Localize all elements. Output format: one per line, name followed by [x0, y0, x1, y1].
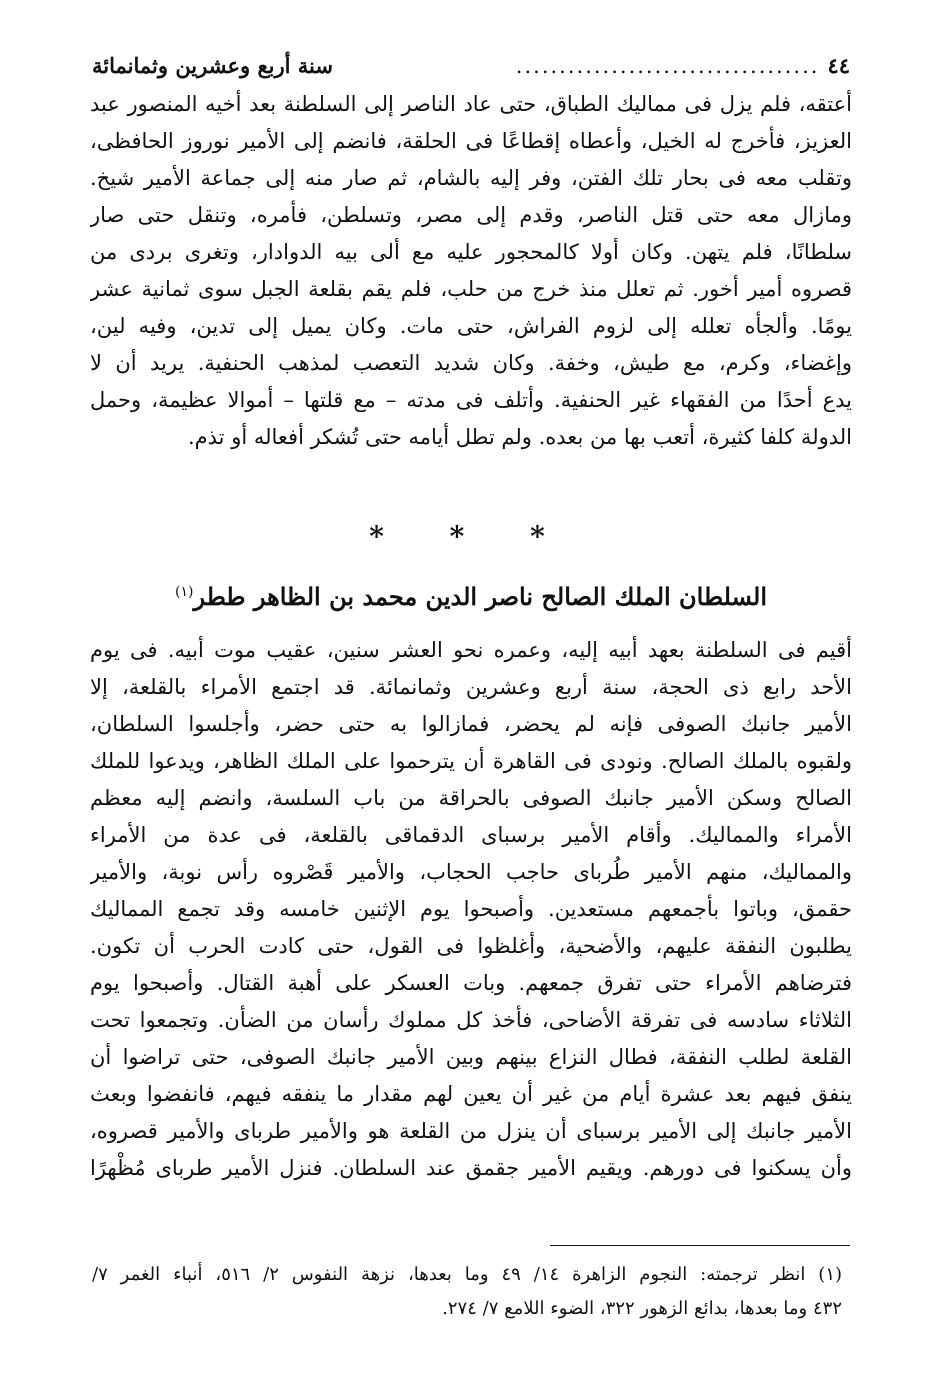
- section-title-text: السلطان الملك الصالح ناصر الدين محمد بن الظاهر ططر: [193, 582, 768, 611]
- text-line: يطلبون النفقة عليهم، والأضحية، وأغلظوا فى القول، حتى كادت الحرب أن تكون.: [90, 934, 852, 958]
- text-line: ينفق فيهم بعد عشرة أيام من غير أن يعين لهم مقدار ما ينفقه فيهم، فانفضوا وبعث: [90, 1082, 852, 1106]
- text-line: سلطانًا، فلم يتهن. وكان أولا كالمحجور عليه مع ألى بيه الدوادار، وتغرى بردى من: [90, 240, 852, 264]
- footnote-line: ٤٣٢ وما بعدها، بدائع الزهور ٣٢٢، الضوء اللامع ٧/ ٢٧٤.: [442, 1298, 842, 1319]
- text-line: أقيم فى السلطنة بعهد أبيه إليه، وعمره نحو العشر سنين، عقيب موت أبيه. فى يوم: [90, 638, 852, 662]
- text-line: والمماليك، منهم الأمير طُرباى حاجب الحجاب، والأمير قَصْروه رأس نوبة، والأمير: [90, 860, 852, 884]
- paragraph-sultan-biography: [90, 632, 852, 1187]
- footnote-line: (١) انظر ترجمته: النجوم الزاهرة ١٤/ ٤٩ وما بعدها، نزهة النفوس ٢/ ٥١٦، أنباء الغمر ٧/: [92, 1264, 842, 1285]
- text-line: يدع أحدًا من الفقهاء غير الحنفية. وأتلف فى مدته – مع قلتها – أموالا عظيمة، وحمل: [90, 388, 852, 412]
- text-line: الدولة كلفا كثيرة، أتعب بها من بعده. ولم تطل أيامه حتى تُشكر أفعاله أو تذم.: [187, 425, 852, 449]
- page-number: ٤٤: [827, 53, 850, 78]
- text-line: حقمق، وباتوا بأجمعهم مستعدين. وأصبحوا يوم الإثنين خامسه وقد تجمع المماليك: [90, 897, 852, 921]
- text-line: فترضاهم الأمراء حتى تفرق جمعهم. وبات العسكر على أهبة القتال. وأصبحوا يوم: [90, 971, 852, 995]
- leader-dots: ...................................: [515, 54, 820, 78]
- text-line: ولقبوه بالملك الصالح. ونودى فى القاهرة أن يترحموا على الملك الظاهر، ويدعوا للملك: [90, 749, 852, 773]
- text-line: الأمراء والمماليك. وأقام الأمير برسباى الدقماقى بالقلعة، فى عدة من الأمراء: [90, 823, 852, 847]
- text-line: يومًا. وألجأه تعلله إلى لزوم الفراش، حتى مات. وكان يميل إلى تدين، وفيه لين،: [90, 314, 852, 338]
- text-line: الثلاثاء سادسه فى تفرقة الأضاحى، فأخذ كل مملوك رأسان من الضأن. وتجمعوا تحت: [90, 1008, 852, 1032]
- text-line: الصالح وسكن الأمير جانبك الصوفى بالحراقة من باب السلسة، وانضم إليه معظم: [90, 786, 852, 810]
- section-title: [90, 572, 852, 612]
- text-line: العزيز، فأخرج له الخيل، وأعطاه إقطاعًا فى الحلقة، فانضم إلى الأمير نوروز الحافظى،: [90, 129, 852, 153]
- text-line: الأمير جانبك إلى الأمير برسباى أن ينزل من القلعة هو والأمير طرباى والأمير قصروه،: [90, 1119, 852, 1143]
- text-line: ومازال معه حتى قتل الناصر، وقدم إلى مصر، وتسلطن، فأمره، وتنقل حتى صار: [90, 203, 852, 227]
- text-line: القلعة لطلب النفقة، فطال النزاع بينهم وبين الأمير جانبك الصوفى، حتى تراضوا أن: [90, 1045, 852, 1069]
- text-line: الأمير جانبك الصوفى فإنه لم يحضر، فمازالوا به حتى حضر، وأجلسوا السلطان،: [90, 712, 852, 736]
- running-header: [92, 40, 850, 78]
- text-line: قصروه أمير أخور. ثم تعلل منذ خرج من حلب، فلم يقم بقلعة الجبل سوى ثمانية عشر: [90, 277, 852, 301]
- running-title: سنة أربع وعشرين وثمانمائة: [92, 53, 333, 78]
- text-line: وإغضاء، وكرم، مع طيش، وخفة. وكان شديد التعصب لمذهب الحنفية. يريد أن لا: [90, 351, 852, 375]
- text-line: الأحد رابع ذى الحجة، سنة أربع وعشرين وثمانمائة. قد اجتمع الأمراء بالقلعة، إلا: [90, 675, 852, 699]
- footnotes: [92, 1258, 842, 1326]
- section-separator: * * *: [369, 520, 573, 553]
- text-line: أعتقه، فلم يزل فى مماليك الطباق، حتى عاد الناصر إلى السلطنة بعد أخيه المنصور عبد: [90, 92, 852, 116]
- footnote-divider: [550, 1245, 850, 1246]
- text-line: وتقلب معه فى بحار تلك الفتن، وفر إليه بالشام، ثم صار منه إلى جماعة الأمير شيخ.: [90, 166, 852, 190]
- footnote-ref: (١): [174, 584, 194, 600]
- text-line: وأن يسكنوا فى دورهم. ويقيم الأمير جقمق عند السلطان. فنزل الأمير طرباى مُظْهرًا: [90, 1156, 852, 1180]
- paragraph-previous-biography: [90, 86, 852, 456]
